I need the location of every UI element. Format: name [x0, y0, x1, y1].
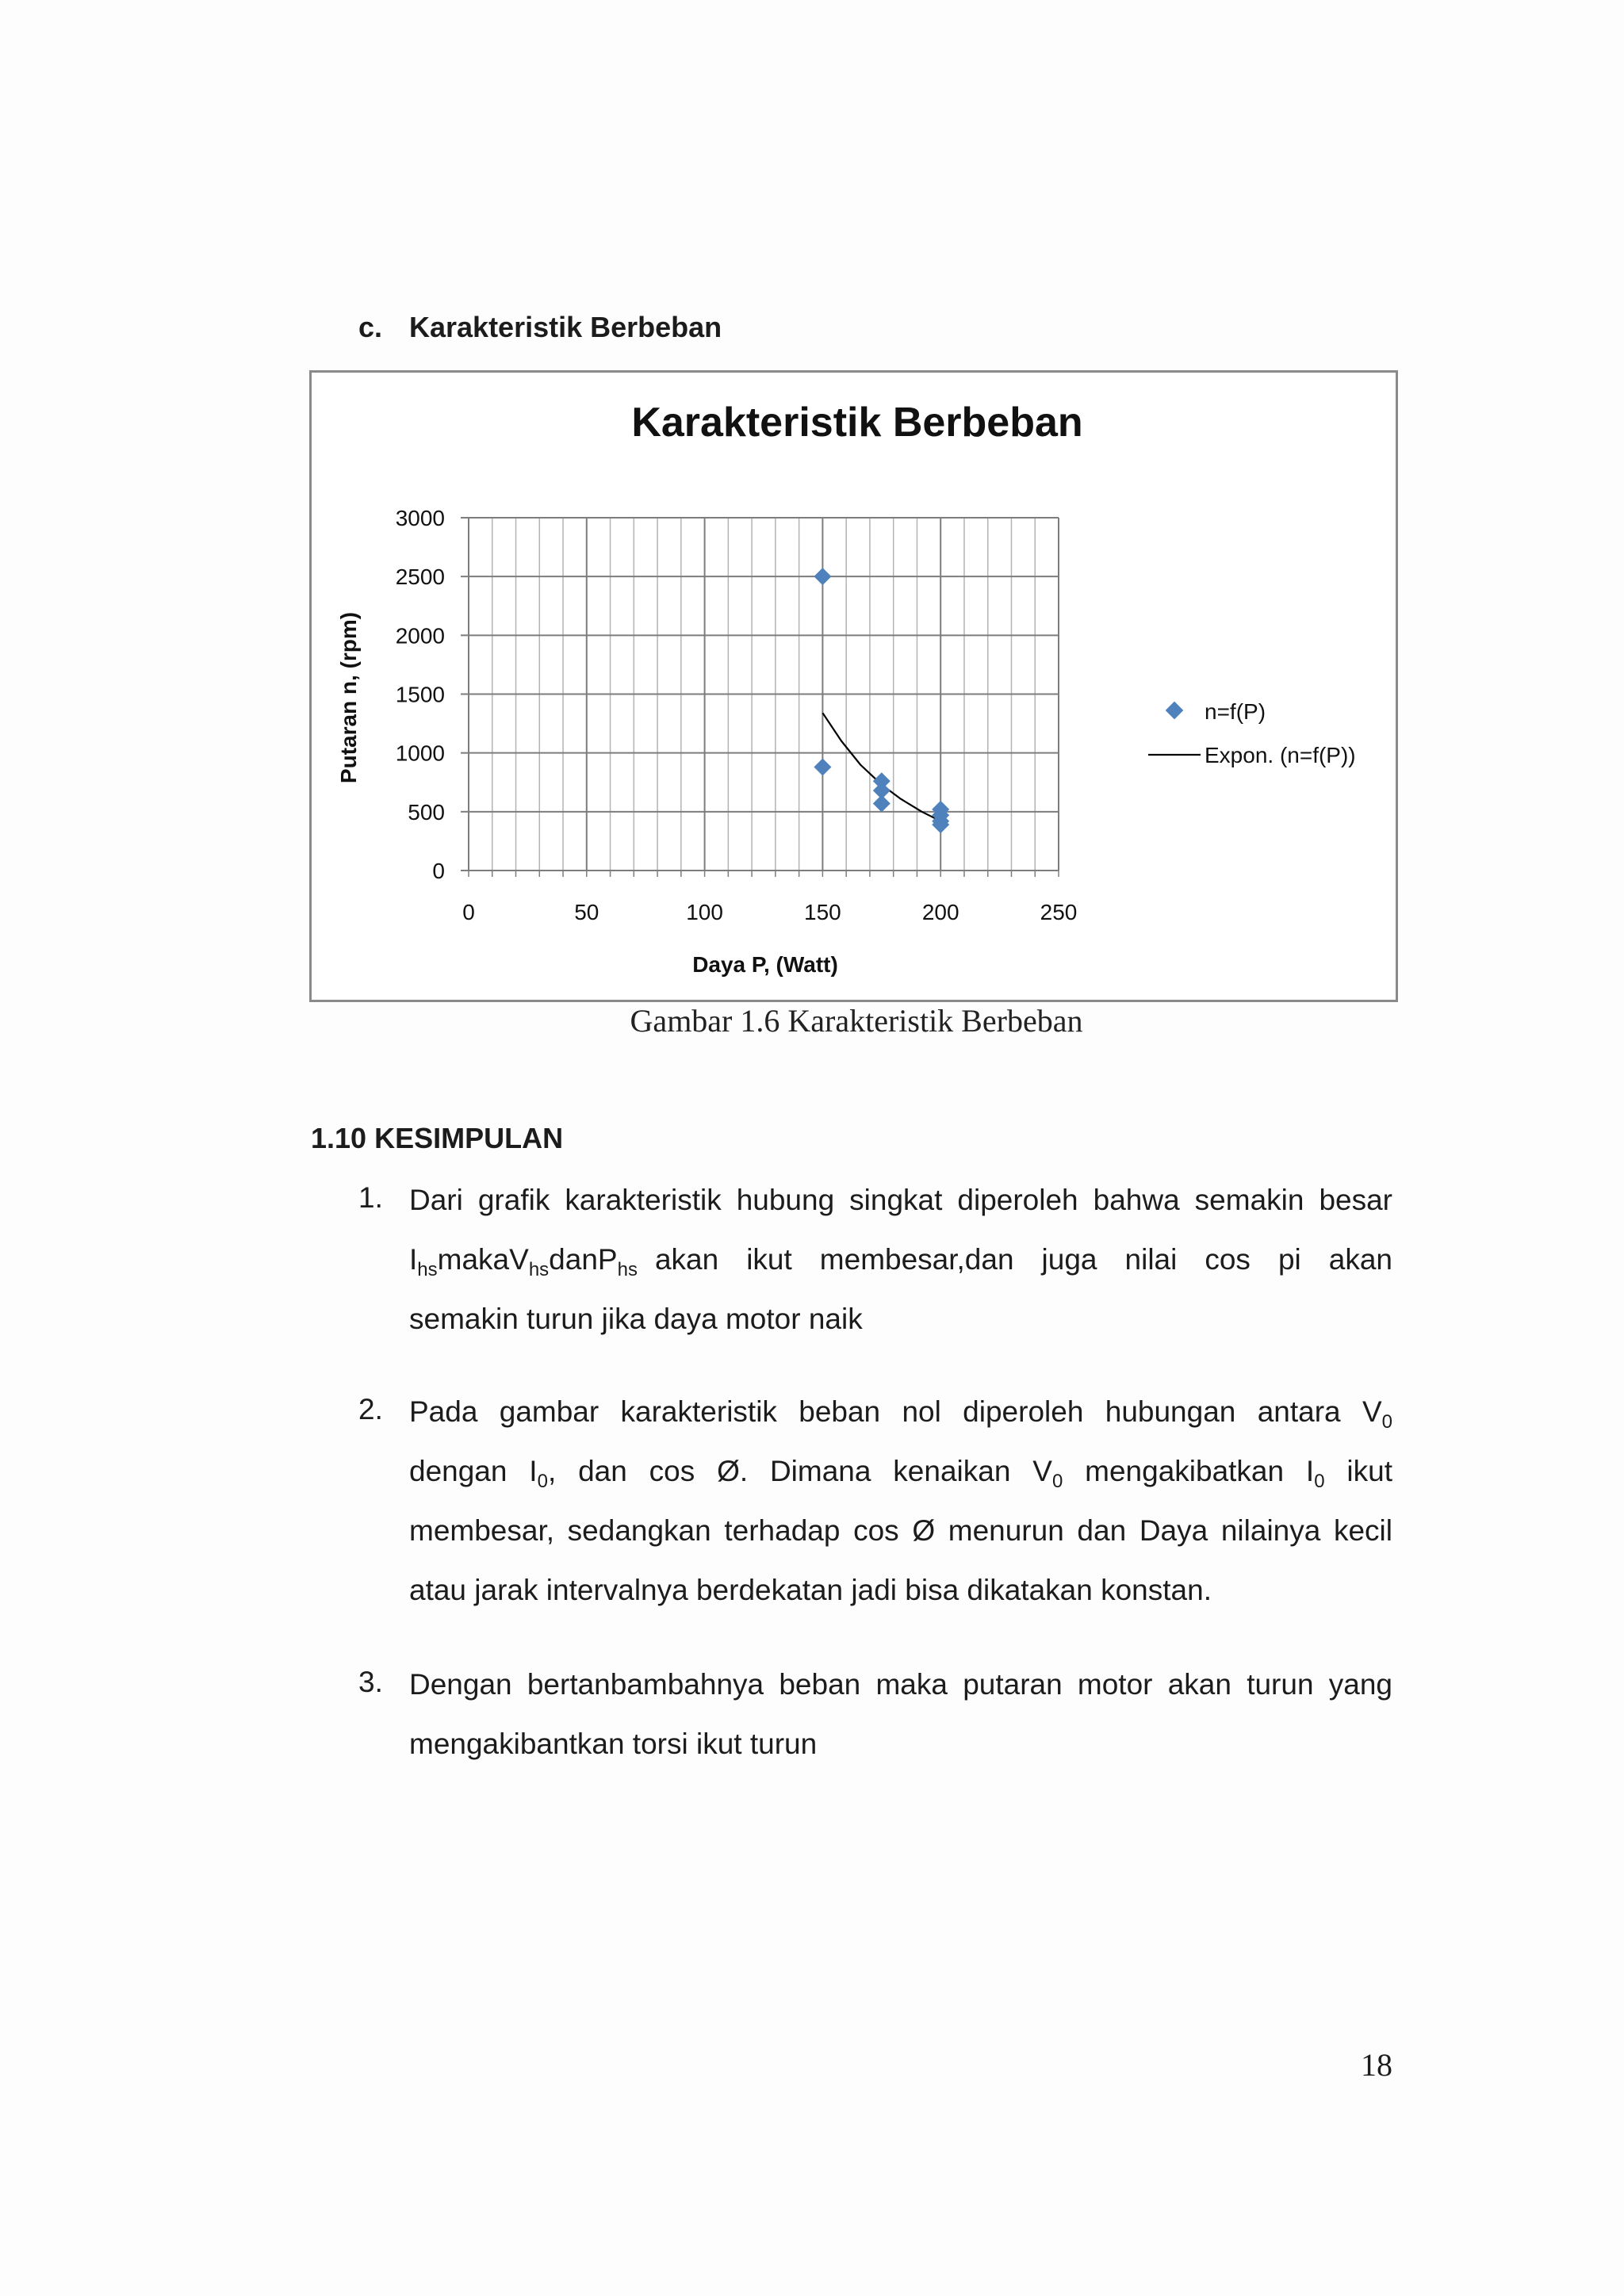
- item-3-line-1: Dengan bertanbambahnya beban maka putaran motor akan turun yang: [409, 1668, 1392, 1701]
- major-gridlines: [469, 518, 1059, 871]
- legend-label-series: n=f(P): [1205, 699, 1266, 724]
- item-1-line-2: [409, 1230, 1392, 1289]
- page-number: 18: [1361, 2047, 1392, 2083]
- conclusion-item-3: [409, 1655, 1392, 1774]
- list-number-3: 3.: [358, 1666, 383, 1698]
- word-maka: maka: [437, 1243, 510, 1276]
- y-tick-label: 3000: [395, 506, 445, 530]
- y-tick-label: 2000: [395, 623, 445, 649]
- section-c-letter: c.: [358, 311, 383, 343]
- x-tick-label: 100: [686, 900, 723, 924]
- figure-caption: Gambar 1.6 Karakteristik Berbeban: [630, 1003, 1083, 1039]
- item-1-line-3: semakin turun jika daya motor naik: [409, 1303, 863, 1335]
- legend-marker-diamond: [1166, 702, 1184, 720]
- item-2-line-4: atau jarak intervalnya berdekatan jadi bisa dikatakan konstan.: [409, 1574, 1212, 1606]
- y-tick-label: 2500: [395, 564, 445, 590]
- y-tick-label: 500: [408, 799, 445, 825]
- x-tick-label: 150: [804, 900, 841, 924]
- item-3-line-2: mengakibantkan torsi ikut turun: [409, 1728, 818, 1760]
- conclusion-item-2: [409, 1382, 1392, 1620]
- y-tick-label: 1500: [395, 682, 445, 707]
- item-1-line-2-rest: akan ikut membesar,dan juga nilai cos pi akan: [654, 1243, 1392, 1276]
- x-tick-label: 200: [921, 900, 959, 924]
- section-c-heading: [358, 311, 722, 344]
- word-dan: dan: [549, 1243, 598, 1276]
- item-1-line-1: Dari grafik karakteristik hubung singkat diperoleh bahwa semakin besar: [409, 1184, 1392, 1216]
- legend-label-trendline: Expon. (n=f(P)): [1205, 743, 1356, 767]
- section-c-title: Karakteristik Berbeban: [409, 311, 722, 343]
- x-axis-label: Daya P, (Watt): [692, 952, 838, 977]
- legend: [1148, 699, 1356, 767]
- data-point: [814, 568, 831, 585]
- data-point: [873, 794, 891, 812]
- conclusion-heading: 1.10 KESIMPULAN: [311, 1122, 564, 1154]
- x-tick-label: 50: [574, 900, 599, 924]
- chart-title: Karakteristik Berbeban: [631, 400, 1083, 446]
- list-number-1: 1.: [358, 1181, 383, 1214]
- data-point: [814, 758, 831, 775]
- load-characteristic-chart: [312, 373, 1396, 1000]
- item-2-line-2: dengan $I_0$, dan cos Ø. Dimana kenaikan $V_0$ mengakibatkan $I_0$ ikut: [409, 1455, 1392, 1492]
- p-hs: $P_{hs}$: [597, 1243, 638, 1280]
- x-tick-labels: [462, 900, 1077, 924]
- item-2-line-3: membesar, sedangkan terhadap cos Ø menurun dan Daya nilainya kecil: [409, 1514, 1392, 1547]
- list-number-2: 2.: [358, 1393, 383, 1425]
- x-tick-label: 250: [1040, 900, 1078, 924]
- item-2-line-1: Pada gambar karakteristik beban nol diperoleh hubungan antara $V_0$: [409, 1395, 1392, 1433]
- y-tick-label: 0: [432, 859, 445, 883]
- conclusion-item-1: [409, 1170, 1392, 1349]
- data-points: [814, 568, 949, 833]
- v-hs: $V_{hs}$: [509, 1243, 550, 1280]
- y-tick-labels: [396, 506, 445, 883]
- axes: [461, 518, 1059, 877]
- x-tick-label: 0: [462, 900, 475, 924]
- i-hs: $I_{hs}$: [409, 1243, 438, 1280]
- y-axis-label: Putaran n, (rpm): [336, 611, 361, 784]
- chart-frame: [309, 370, 1398, 1002]
- y-tick-label: 1000: [395, 740, 445, 766]
